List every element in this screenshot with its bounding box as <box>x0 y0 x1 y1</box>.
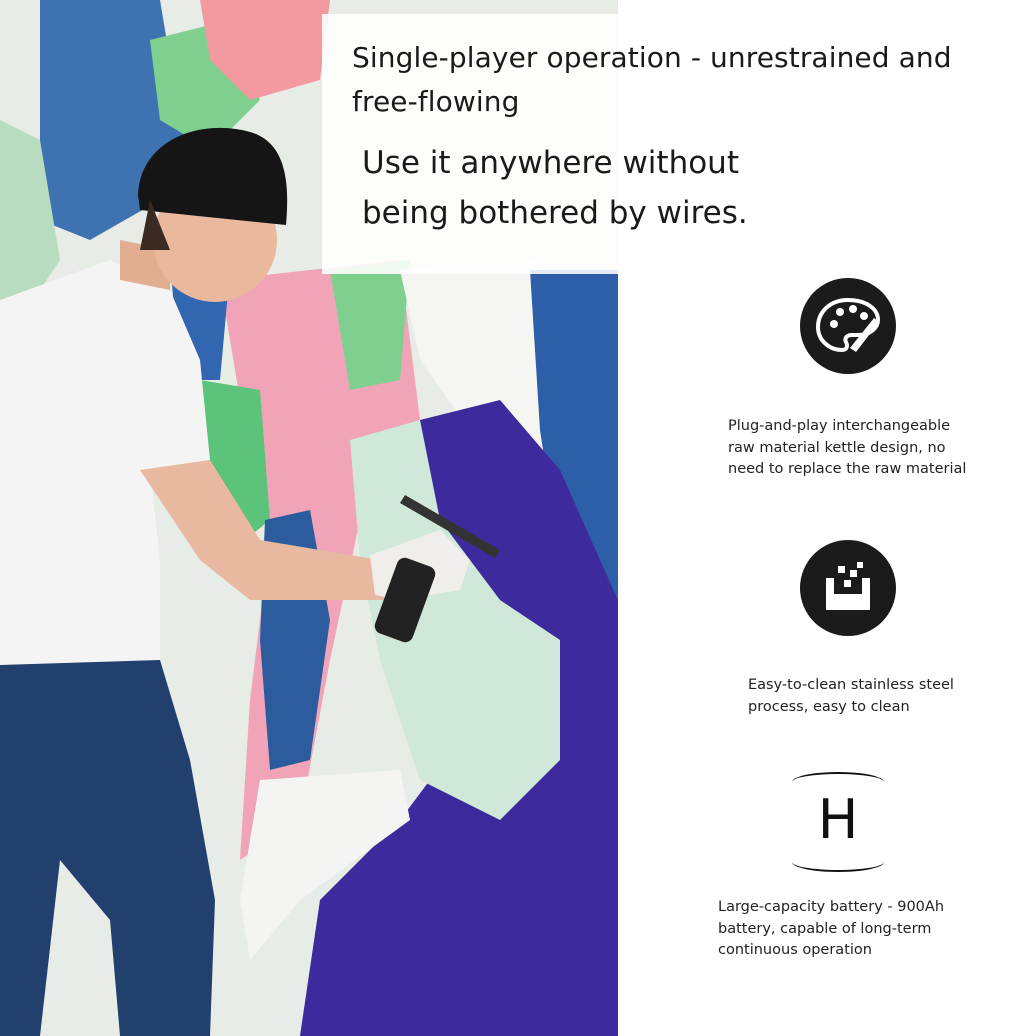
battery-letter: H <box>817 788 859 851</box>
headline: Single-player operation - unrestrained and free-flowing <box>352 41 952 118</box>
feature-text-1: Plug-and-play interchangeable raw material kettle design, no need to replace the raw material <box>728 418 967 477</box>
feature-text-3: Large-capacity battery - 900Ah battery, capable of long-term continuous operation <box>718 899 945 958</box>
battery-letter-icon <box>792 772 884 872</box>
subline: Use it anywhere without being bothered by wires. <box>362 145 748 231</box>
feature-text-2: Easy-to-clean stainless steel process, easy to clean <box>748 677 954 715</box>
palette-icon <box>800 278 896 374</box>
container-icon <box>800 540 896 636</box>
